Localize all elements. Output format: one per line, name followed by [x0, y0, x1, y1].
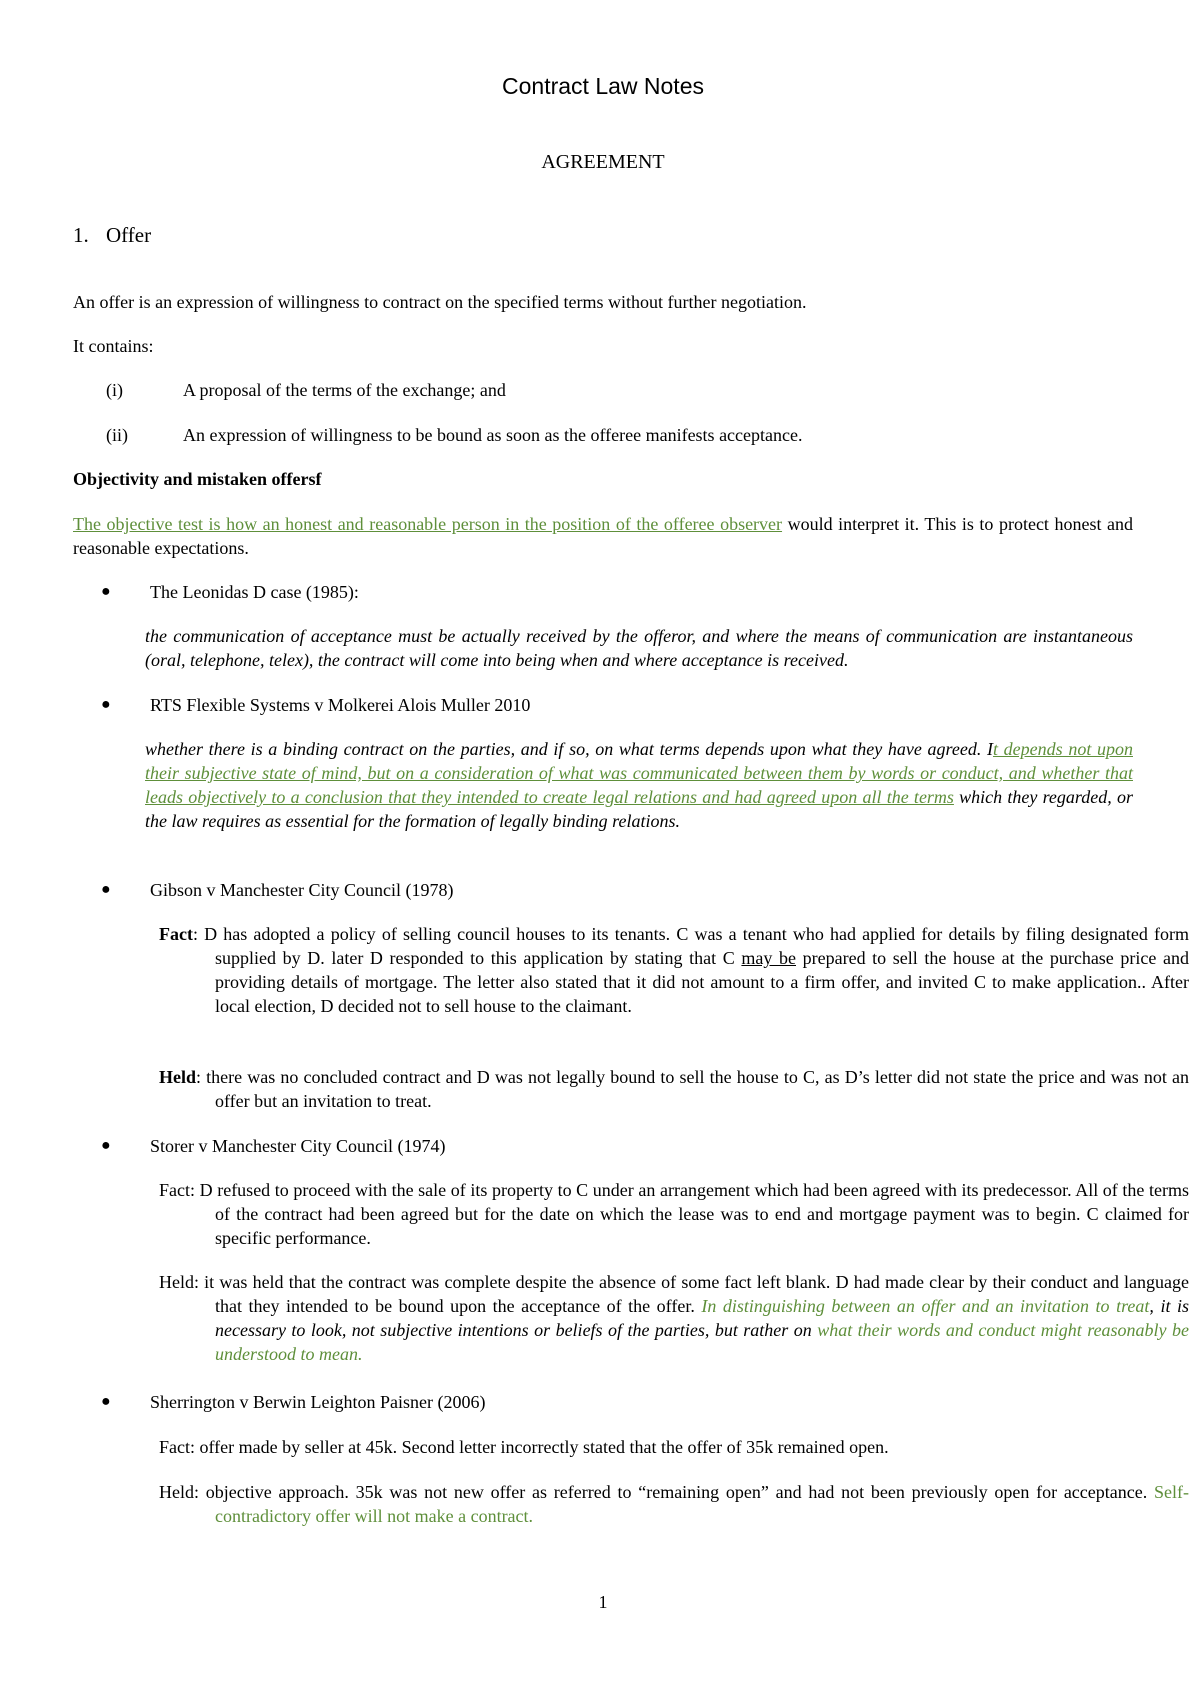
- case-title: Sherrington v Berwin Leighton Paisner (2006): [150, 1392, 486, 1412]
- objective-test-rest: would interpret it. This is to protect honest and reasonable expectations.: [73, 514, 1133, 558]
- held-text: : there was no concluded contract and D was not legally bound to sell the house to C, as D’s letter did not state the price and was not an offer but an invitation to treat.: [196, 1067, 1189, 1111]
- held-highlight: In distinguishing between an offer and an invitation to treat: [701, 1296, 1150, 1316]
- held-highlight: Self-contradictory offer will not make a contract.: [215, 1482, 1189, 1526]
- case-quote: the communication of acceptance must be actually received by the offeror, and where the means of communication are instantaneous (oral, telephone, telex), the contract will come into being when and where acceptance is received.: [145, 626, 1133, 670]
- held-text: Held: objective approach. 35k was not new offer as referred to “remaining open” and had not been previously open for acceptance.: [159, 1482, 1154, 1502]
- bullet-icon: ●: [101, 1393, 111, 1410]
- list-text: An expression of willingness to be bound as soon as the offeree manifests acceptance.: [183, 425, 803, 445]
- it-contains: It contains:: [73, 336, 154, 356]
- bullet-icon: ●: [101, 696, 111, 713]
- document-title: Contract Law Notes: [502, 73, 704, 99]
- offer-definition: An offer is an expression of willingness to contract on the specified terms without further negotiation.: [73, 292, 807, 312]
- heading-number: 1.: [73, 223, 89, 247]
- case-fact: Fact: offer made by seller at 45k. Second letter incorrectly stated that the offer of 35k remained open.: [159, 1437, 889, 1457]
- list-number: (ii): [106, 425, 128, 445]
- bullet-icon: ●: [101, 881, 111, 898]
- fact-underlined: may be: [741, 948, 796, 968]
- case-held: [159, 1065, 1189, 1113]
- heading-label: Offer: [106, 223, 152, 247]
- bullet-icon: ●: [101, 1137, 111, 1154]
- bullet-icon: ●: [101, 583, 111, 600]
- case-quote: [145, 737, 1133, 833]
- case-held: [159, 1480, 1189, 1528]
- held-text: Held: it was held that the contract was complete despite the absence of some fact left blank. D had made clear by their conduct and language that they intended to be bound upon the acceptance of the offer.: [159, 1272, 1189, 1316]
- fact-label: Fact: [159, 924, 193, 944]
- case-title: Storer v Manchester City Council (1974): [150, 1136, 446, 1156]
- quote-part: whether there is a binding contract on the parties, and if so, on what terms depends upon what they have agreed. I: [145, 739, 994, 759]
- objective-test-highlight: The objective test is how an honest and reasonable person in the position of the offeree observer: [73, 514, 783, 534]
- section-heading: AGREEMENT: [541, 151, 665, 173]
- quote-part: which they regarded, or the law requires as essential for the formation of legally binding relations.: [145, 787, 1133, 831]
- held-text: , it is necessary to look, not subjective intentions or beliefs of the parties, but rather on: [215, 1296, 1189, 1340]
- case-title: Gibson v Manchester City Council (1978): [150, 880, 454, 900]
- list-number: (i): [106, 380, 123, 400]
- case-fact: [159, 922, 1189, 1018]
- subheading-objectivity: Objectivity and mistaken offersf: [73, 469, 322, 489]
- held-highlight: what their words and conduct might reasonably be understood to mean.: [215, 1320, 1189, 1364]
- case-fact: Fact: D refused to proceed with the sale of its property to C under an arrangement which had been agreed with its predecessor. All of the terms of the contract had been agreed but for the date on which the lease was to end and mortgage payment was to begin. C claimed for specific performance.: [159, 1180, 1189, 1248]
- objective-test-paragraph: [73, 512, 1133, 560]
- case-held: [159, 1270, 1189, 1366]
- fact-text: prepared to sell the house at the purchase price and providing details of mortgage. The letter also stated that it did not amount to a firm offer, and invited C to make application.. After local election, D decided not to sell house to the claimant.: [215, 948, 1189, 1016]
- list-text: A proposal of the terms of the exchange; and: [183, 380, 506, 400]
- quote-highlight: t depends not upon their subjective state of mind, but on a consideration of what was communicated between them by words or conduct, and whether that leads objectively to a conclusion that they intended to create legal relations and had agreed upon all the terms: [145, 739, 1133, 807]
- fact-text: : D has adopted a policy of selling council houses to its tenants. C was a tenant who had applied for details by filing designated form supplied by D. later D responded to this application by stating that C: [192, 924, 1189, 968]
- case-title: RTS Flexible Systems v Molkerei Alois Muller 2010: [150, 695, 531, 715]
- case-title: The Leonidas D case (1985):: [150, 582, 359, 602]
- page-number: 1: [598, 1592, 608, 1612]
- held-label: Held: [159, 1067, 197, 1087]
